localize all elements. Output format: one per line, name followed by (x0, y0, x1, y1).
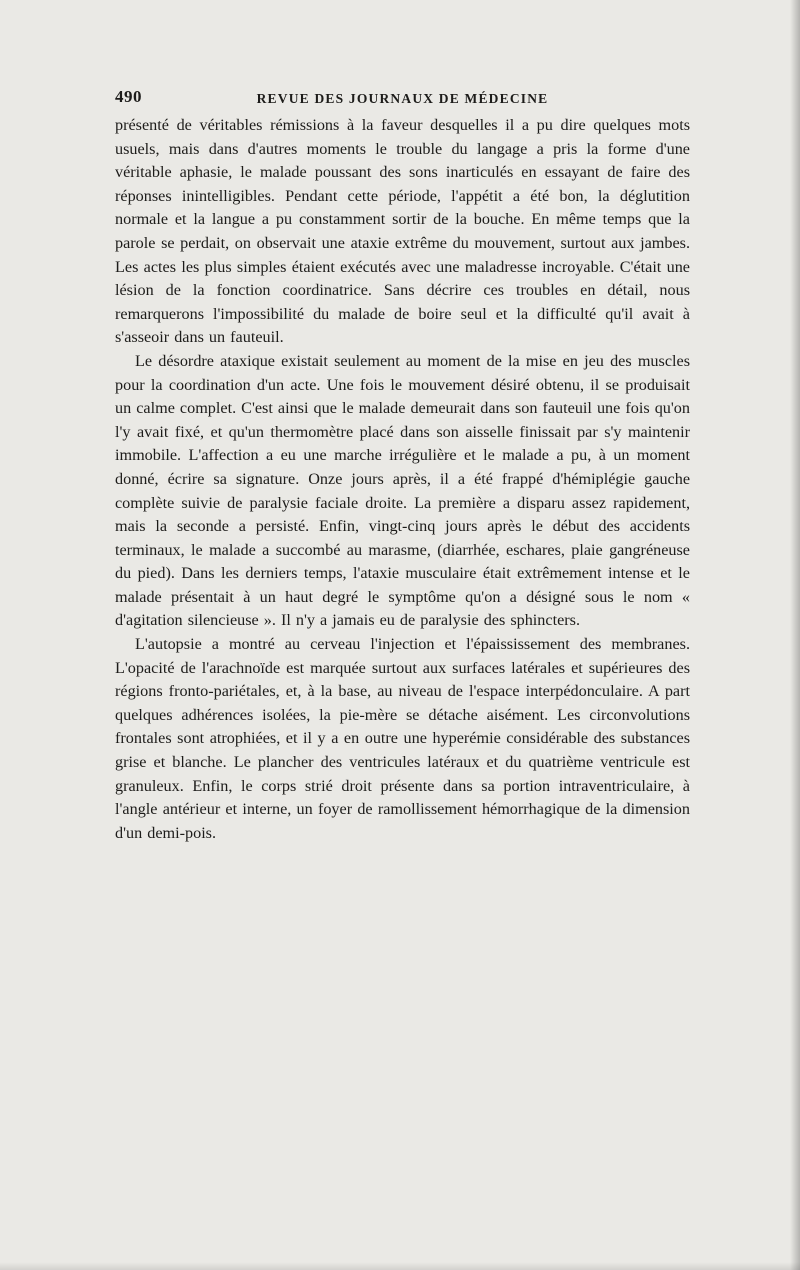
running-title: REVUE DES JOURNAUX DE MÉDECINE (256, 91, 549, 106)
paragraph: L'autopsie a montré au cerveau l'injection et l'épaississement des membranes. L'opacité de l'arachnoïde est marquée surtout aux surfaces latérales et supérieures des régions fronto-pariétales, et, à la base, au niveau de l'espace interpédonculaire. A part quelques adhérences isolées, la pie-mère se détache aisément. Les circonvolutions frontales sont atrophiées, et il y a en outre une hyperémie considérable des substances grise et blanche. Le plancher des ventricules latéraux et du quatrième ventricule est granuleux. Enfin, le corps strié droit présente dans sa portion intraventriculaire, à l'angle antérieur et interne, un foyer de ramollissement hémorrhagique de la dimension d'un demi-pois. (115, 635, 690, 842)
paragraph: Le désordre ataxique existait seulement au moment de la mise en jeu des muscles pour la coordination d'un acte. Une fois le mouvement désiré obtenu, il se produisait un calme complet. C'est ainsi que le malade demeurait dans son fauteuil une fois qu'on l'y avait fixé, et qu'un thermomètre placé dans son aisselle finissait par s'y maintenir immobile. L'affection a eu une marche irrégulière et le malade a pu, à un moment donné, écrire sa signature. Onze jours après, il a été frappé d'hémiplégie gauche complète suivie de paralysie faciale droite. La première a disparu assez rapidement, mais la seconde a persisté. Enfin, vingt-cinq jours après le début des accidents terminaux, le malade a succombé au marasme, (diarrhée, eschares, plaie gangréneuse du pied). Dans les derniers temps, l'ataxie musculaire était extrêmement intense et le malade présentait à un haut degré le symptôme qu'on a désigné sous le nom « d'agitation silencieuse ». Il n'y a jamais eu de paralysie des sphincters. (115, 351, 690, 630)
page-number: 490 (115, 87, 142, 106)
page-body (115, 114, 690, 845)
page-header (115, 88, 690, 112)
paragraph-continuation: présenté de véritables rémissions à la faveur desquelles il a pu dire quelques mots usuels, mais dans d'autres moments le trouble du langage a pris la forme d'une véritable aphasie, le malade poussant des sons inarticulés en essayant de faire des réponses inintelligibles. Pendant cette période, l'appétit a été bon, la déglutition normale et la langue a pu constamment sortir de la bouche. En même temps que la parole se perdait, on observait une ataxie extrême du mouvement, surtout aux jambes. Les actes les plus simples étaient exécutés avec une maladresse incroyable. C'était une lésion de la fonction coordinatrice. Sans décrire ces troubles en détail, nous remarquerons l'impossibilité du malade de boire seul et la difficulté qu'il avait à s'asseoir dans un fauteuil. (115, 116, 690, 347)
